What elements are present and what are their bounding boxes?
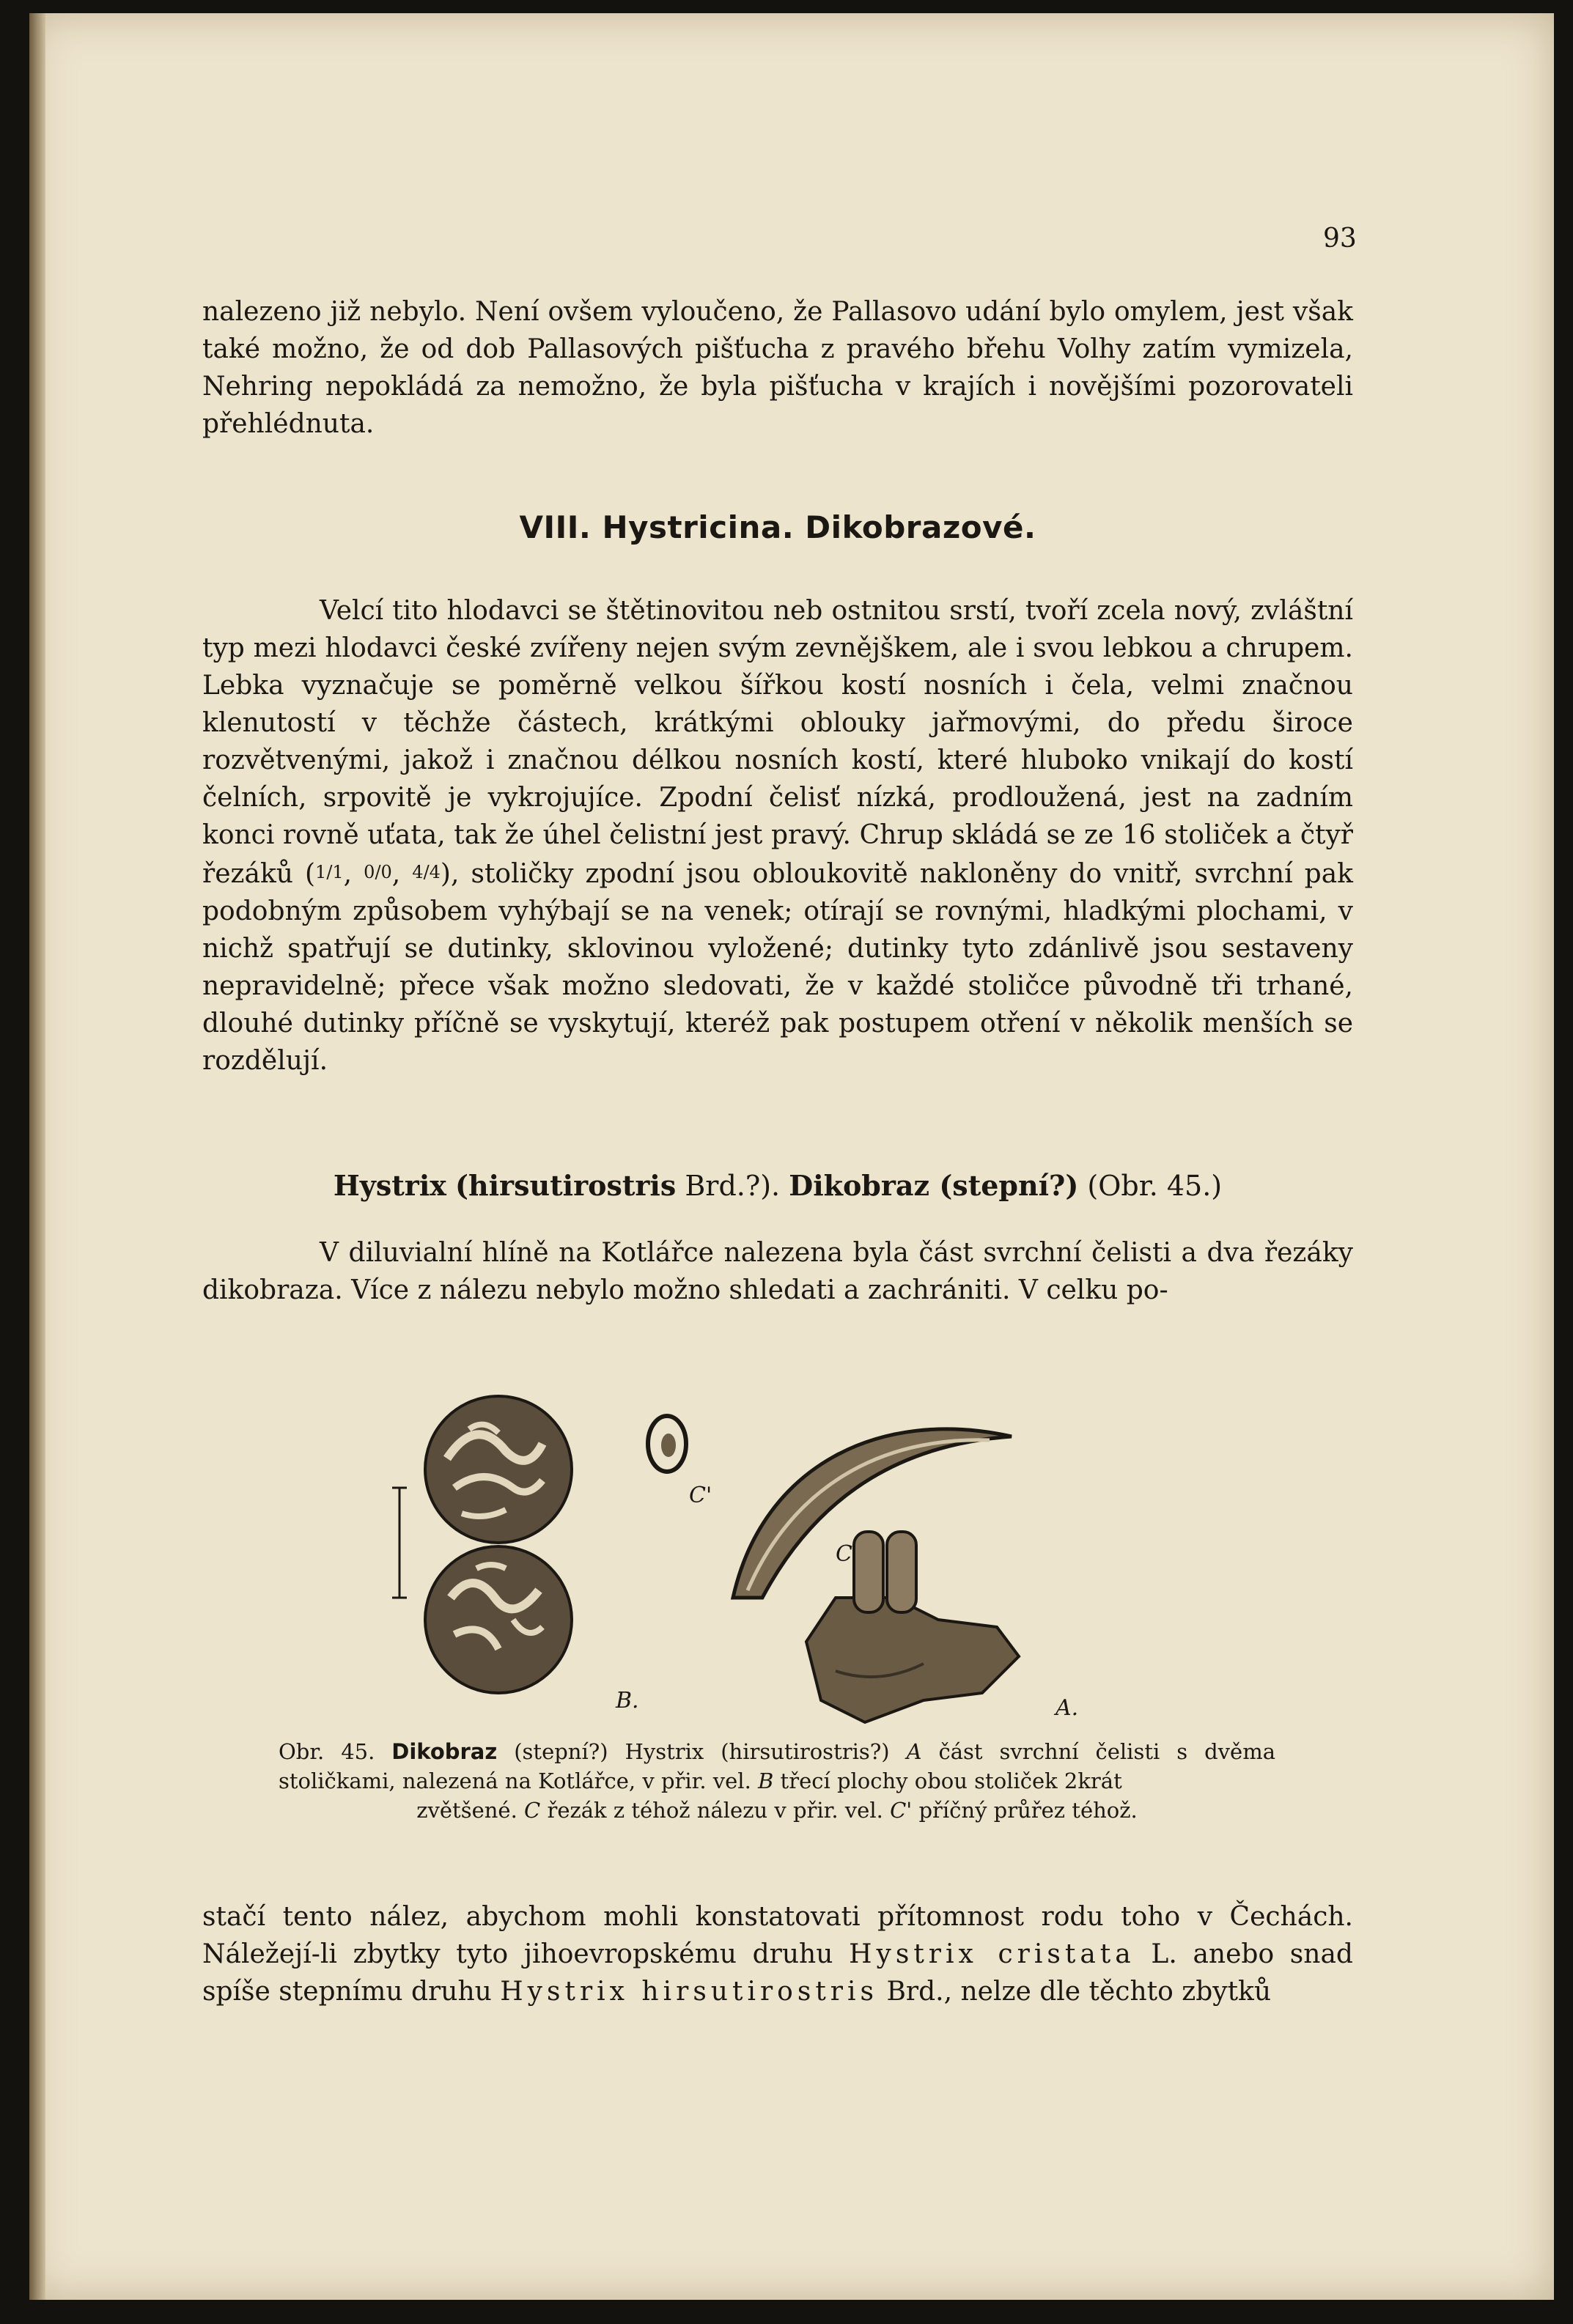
formula-2: 0/0 bbox=[364, 862, 392, 882]
figure-caption bbox=[279, 1737, 1275, 1825]
scale-bar bbox=[392, 1488, 407, 1598]
paragraph-2-block bbox=[202, 592, 1353, 1080]
molar-upper bbox=[425, 1396, 572, 1543]
incisor-cross-section bbox=[648, 1416, 686, 1472]
species-ref: (Obr. 45.) bbox=[1087, 1170, 1223, 1202]
caption-bold-word: Dikobraz bbox=[391, 1739, 498, 1764]
formula-3: 4/4 bbox=[412, 862, 441, 882]
caption-A: A bbox=[906, 1739, 922, 1764]
paragraph-4-b: L. anebo snad spíše stepnímu druhu bbox=[202, 1939, 1353, 2007]
paragraph-4-block bbox=[202, 1898, 1353, 2010]
label-C-prime: C' bbox=[689, 1483, 712, 1508]
caption-part3: třecí plochy obou stoliček 2krát bbox=[780, 1768, 1122, 1793]
species-name-2: Hystrix hirsutirostris bbox=[500, 1977, 878, 2007]
label-B: B. bbox=[616, 1688, 639, 1714]
caption-part1: (stepní?) Hystrix (hirsutirostris?) bbox=[514, 1739, 890, 1764]
paragraph-2: Velcí tito hlodavci se štětinovitou neb ostnitou srstí, tvoří zcela nový, zvláštní typ mezi hlodavci české zvířeny nejen svým zevnějškem, ale i svou lebkou a chrupem. Lebka vyznačuje se poměrně velkou šířkou kostí nosních i čela, velmi značnou klenutostí v těchže částech, krátkými oblouky jařmovými, do předu široce rozvětvenými, jakož i značnou délkou nosních kostí, které hluboko vnikají do kostí čelních, srpovitě je vykrojujíce. Zpodní čelisť nízká, prodloužená, jest na zadním konci rovně uťata, tak že úhel čelistní jest pravý. Chrup skládá se ze 16 stoliček a čtyř řezáků (1/1, 0/0, 4/4), stoličky zpodní jsou obloukovitě nakloněny do vnitř, svrchní pak podobným způsobem vyhýbají se na venek; otírají se rovnými, hladkými plochami, v nichž spatřují se dutinky, sklovinou vyložené; dutinky tyto zdánlivě jsou sestaveny nepravidelně; přece však možno sledovati, že v každé stoličce původně tři trhané, dlouhé dutinky příčně se vyskytují, kteréž pak postupem otření v několik menších se rozdělují. bbox=[202, 596, 1353, 1076]
paragraph-2-a: Velcí tito hlodavci se štětinovitou neb ostnitou srstí, tvoří zcela nový, zvláštní typ mezi hlodavci české zvířeny nejen svým zevnějškem, ale i svou lebkou a chrupem. Lebka vyznačuje se poměrně velkou šířkou kostí nosních i čela, velmi značnou klenutostí v těchže částech, krátkými oblouky jařmovými, do předu široce rozvětvenými, jakož i značnou délkou nosních kostí, které hluboko vnikají do kostí čelních, srpovitě je vykrojujíce. Zpodní čelisť nízká, prodloužená, jest na zadním konci rovně uťata, tak že úhel čelistní jest pravý. Chrup skládá se ze 16 stoliček a čtyř řezáků ( bbox=[202, 596, 1353, 889]
species-name: (hirsutirostris bbox=[455, 1169, 677, 1202]
page-number: 93 bbox=[1323, 224, 1357, 254]
paragraph-4-a: stačí tento nález, abychom mohli konstatovati přítomnost rodu toho v Čechách. Náležejí-li zbytky tyto jihoevropskému druhu bbox=[202, 1902, 1353, 1969]
caption-B: B bbox=[758, 1768, 774, 1793]
species-genus: Hystrix bbox=[333, 1169, 446, 1202]
species-common: Dikobraz (stepní?) bbox=[789, 1169, 1079, 1202]
paragraph-1-block bbox=[202, 293, 1353, 443]
formula-1: 1/1 bbox=[315, 862, 344, 882]
caption-part6: příčný průřez téhož. bbox=[918, 1798, 1138, 1823]
section-title: VIII. Hystricina. Dikobrazové. bbox=[519, 509, 1036, 545]
paragraph-4 bbox=[202, 1898, 1353, 2010]
page-gutter bbox=[29, 13, 45, 2300]
paragraph-2-b: ), stoličky zpodní jsou obloukovitě nakloněny do vnitř, svrchní pak podobným způsobem vyhýbají se na venek; otírají se rovnými, hladkými plochami, v nichž spatřují se dutinky, sklovinou vyložené; dutinky tyto zdánlivě jsou sestaveny nepravidelně; přece však možno sledovati, že v každé stoličce původně tři trhané, dlouhé dutinky příčně se vyskytují, kteréž pak postupem otření v několik menších se rozdělují. bbox=[202, 859, 1353, 1076]
label-A: A. bbox=[1056, 1695, 1079, 1721]
label-C: C bbox=[836, 1541, 852, 1567]
caption-last-line bbox=[279, 1796, 1275, 1825]
paragraph-3-block bbox=[202, 1234, 1353, 1309]
caption-part4: zvětšené. bbox=[416, 1798, 517, 1823]
paragraph-4-c: Brd., nelze dle těchto zbytků bbox=[886, 1977, 1272, 2007]
caption-part5: řezák z téhož nálezu v přir. vel. bbox=[547, 1798, 883, 1823]
paragraph-1: nalezeno již nebylo. Není ovšem vyloučeno, že Pallasovo udání bylo omylem, jest však také možno, že od dob Pallasových pišťucha z pravého břehu Volhy zatím vymizela, Nehring nepokládá za nemožno, že byla pišťucha v krajích i novějšími pozorovateli přehlédnuta. bbox=[202, 297, 1353, 439]
species-author: Brd.?). bbox=[685, 1170, 781, 1202]
species-heading bbox=[202, 1169, 1353, 1202]
caption-C-prime: C' bbox=[890, 1798, 913, 1823]
caption-C: C bbox=[524, 1798, 541, 1823]
molar-lower bbox=[425, 1546, 572, 1693]
paragraph-3: V diluvialní hlíně na Kotlářce nalezena byla část svrchní čelisti a dva řezáky dikobraza. Více z nálezu nebylo možno shledati a zachrániti. V celku po- bbox=[202, 1238, 1353, 1305]
caption-part2: část svrchní čelisti s dvěma stoličkami, nalezená na Kotlářce, v přir. vel. bbox=[279, 1739, 1275, 1793]
species-name-1: Hystrix cristata bbox=[849, 1939, 1135, 1969]
caption-prefix: Obr. 45. bbox=[279, 1739, 375, 1764]
figure-45 bbox=[381, 1378, 1173, 1730]
